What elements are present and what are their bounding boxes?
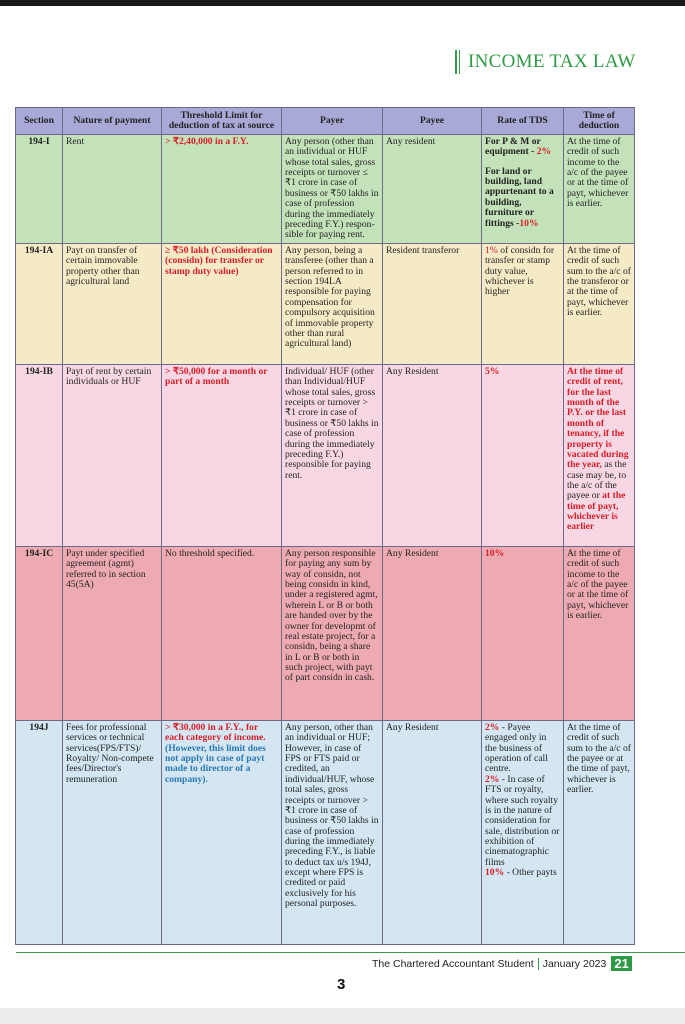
threshold-cell: No threshold specified. — [162, 547, 282, 721]
nature-cell: Payt under specified agreement (agmt) referred to in section 45(5A) — [63, 547, 162, 721]
payee-cell: Any Resident — [383, 547, 482, 721]
page-number: 3 — [337, 976, 346, 993]
section-cell: 194-IB — [16, 365, 63, 547]
time-cell: At the time of credit of such sum to the a/c of the payee or at the time of payt, whichever is earlier. — [564, 721, 635, 945]
payer-cell: Any person responsible for paying any sum by way of considn, not being considn in kind, under a registered agmt, wherein L or B or both are handed over by the owner for developmt of real estate project, for a considn, being a share in L or B or both in such project, with payt of part considn in cash. — [282, 547, 383, 721]
tds-table — [15, 107, 635, 945]
section-cell: 194-IA — [16, 244, 63, 365]
payer-cell: Any person, other than an individual or HUF; However, in case of FPS or FTS paid or credited, an individual/HUF, whose total sales, gross receipts or turnover > ₹1 crore in case of business or ₹50 lakhs in case of profession during the immediately preceding F.Y., is liable to deduct tax u/s 194J, except where FPS is credited or paid exclusively for his personal purposes. — [282, 721, 383, 945]
header-time: Time of deduction — [564, 108, 635, 135]
bottom-margin — [0, 1008, 685, 1024]
header-accent-bar — [455, 50, 457, 74]
threshold-cell: > ₹30,000 in a F.Y., for each category of income. (However, this limit does not apply in case of payt made to director of a company). — [162, 721, 282, 945]
nature-cell: Rent — [63, 135, 162, 244]
time-cell: At the time of credit of such sum to the a/c of the transferor or at the time of payt, whichever is earlier. — [564, 244, 635, 365]
header-nature: Nature of payment — [63, 108, 162, 135]
payee-cell: Any Resident — [383, 721, 482, 945]
nature-cell: Fees for professional services or technical services(FPS/FTS)/ Royalty/ Non-compete fees/Director's remuneration — [63, 721, 162, 945]
top-border — [0, 0, 685, 6]
rate-cell: 2% - Payee engaged only in the business of operation of call centre. 2% - In case of FTS or royalty, where such royalty is in the nature of consideration for sale, distribution or exhibition of cinematographic films 10% - Other payts — [482, 721, 564, 945]
nature-cell: Payt on transfer of certain immovable property other than agricultural land — [63, 244, 162, 365]
section-cell: 194-IC — [16, 547, 63, 721]
page-footer — [372, 956, 632, 971]
journal-page-number: 21 — [611, 956, 631, 971]
rate-land: For land or building, land appurtenant to a building, furniture or fittings -10% — [485, 165, 554, 229]
section-cell: 194J — [16, 721, 63, 945]
rate-cell: 1% of considn for transfer or stamp duty value, whichever is higher — [482, 244, 564, 365]
time-cell: At the time of credit of such income to the a/c of the payee or at the time of payt, whichever is earlier. — [564, 547, 635, 721]
payer-cell: Any person, being a transferee (other than a person referred to in section 194LA responsible for paying compensation for compulsory acquisition of immovable property other than rural agricultural land) — [282, 244, 383, 365]
rate-pm: For P & M or equipment - 2% — [485, 136, 552, 158]
header-payer: Payer — [282, 108, 383, 135]
header-accent-bar-thin — [459, 50, 460, 74]
section-cell: 194-I — [16, 135, 63, 244]
table-header-row — [16, 108, 635, 135]
header-threshold: Threshold Limit for deduction of tax at source — [162, 108, 282, 135]
footer-separator — [538, 958, 539, 970]
rate-cell: 10% — [482, 547, 564, 721]
rate-cell — [482, 135, 564, 244]
payee-cell: Any Resident — [383, 365, 482, 547]
footer-rule — [16, 952, 685, 953]
rate-cell: 5% — [482, 365, 564, 547]
time-cell: At the time of credit of rent, for the last month of the P.Y. or the last month of tenancy, if the property is vacated during the year, as the case may be, to the a/c of the payee or at the time of payt, whichever is earlier — [564, 365, 635, 547]
header-payee: Payee — [383, 108, 482, 135]
time-cell: At the time of credit of such income to the a/c of the payee or at the time of payt, whichever is earlier. — [564, 135, 635, 244]
table-row — [16, 244, 635, 365]
threshold-cell: > ₹2,40,000 in a F.Y. — [162, 135, 282, 244]
header-rate: Rate of TDS — [482, 108, 564, 135]
table-row — [16, 721, 635, 945]
payer-cell: Any person (other than an individual or HUF whose total sales, gross receipts or turnover ≤ ₹1 crore in case of business or ₹50 lakhs in case of profession during the immediately preceding F.Y.) respon-sible for paying rent. — [282, 135, 383, 244]
table-row — [16, 547, 635, 721]
table-row — [16, 135, 635, 244]
payer-cell: Individual/ HUF (other than Individual/HUF whose total sales, gross receipts or turnover > ₹1 crore in case of business or ₹50 lakhs in case of profession during the immediately preceding F.Y.) responsible for paying rent. — [282, 365, 383, 547]
publication-name: The Chartered Accountant Student — [372, 957, 534, 970]
nature-cell: Payt of rent by certain individuals or HUF — [63, 365, 162, 547]
payee-cell: Any resident — [383, 135, 482, 244]
payee-cell: Resident transferor — [383, 244, 482, 365]
publication-date: January 2023 — [542, 957, 607, 970]
header-section: Section — [16, 108, 63, 135]
threshold-cell: > ₹50,000 for a month or part of a month — [162, 365, 282, 547]
threshold-cell: ≥ ₹50 lakh (Consideration (considn) for transfer or stamp duty value) — [162, 244, 282, 365]
table-row — [16, 365, 635, 547]
header-title: INCOME TAX LAW — [468, 51, 636, 72]
section-header — [455, 50, 636, 74]
